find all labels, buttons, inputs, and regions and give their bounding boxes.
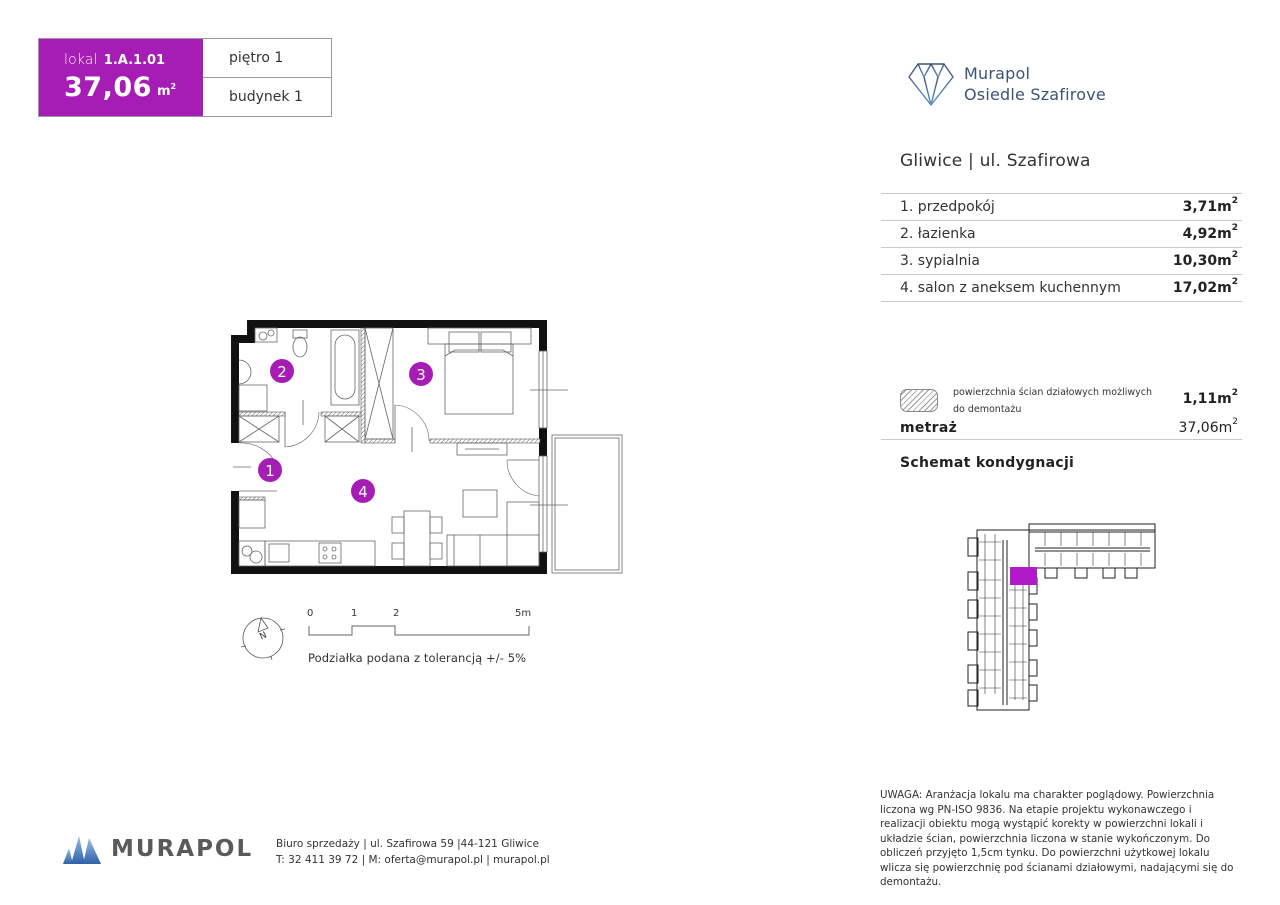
total-area: $37,06m^2$ [1178,416,1238,436]
unit-floor: piętro 1 [229,50,284,66]
floor-plan [225,315,635,585]
room-label: 4. salon z aneksem kuchennym [900,280,1121,296]
rooms-table [881,193,1242,302]
unit-building: budynek 1 [203,77,331,116]
unit-label: lokal [64,52,98,68]
total-area-row [881,416,1242,440]
total-label: metraż [900,419,958,436]
murapol-logo [63,834,253,864]
partition-description: powierzchnia ścian działowych możliwych do demontażu [953,387,1153,415]
svg-text:N: N [258,630,269,643]
brand-logo [906,60,1106,108]
unit-area-unit: $m^2$ [157,82,177,99]
unit-info-box [38,38,332,117]
partition-walls-row [881,380,1242,420]
scale-bar: 0 1 2 5m [305,608,535,638]
room-row [881,194,1242,221]
room-area: $4,92m^2$ [1182,223,1238,242]
room-row [881,275,1242,302]
room-marker-1: 1 [265,462,275,480]
compass-icon [238,610,288,660]
room-row [881,248,1242,275]
unit-area: 37,06 [64,72,152,103]
sales-office-phone-email: T: 32 411 39 72 | M: oferta@murapol.pl | murapol.pl [276,854,550,866]
scale-tolerance-note: Podziałka podana z tolerancją +/- 5% [308,651,527,665]
floor-schema-diagram [965,520,1165,715]
room-marker-3: 3 [416,366,426,384]
sales-office-address: Biuro sprzedaży | ul. Szafirowa 59 |44-121 Gliwice [276,838,539,850]
room-label: 1. przedpokój [900,199,995,215]
highlighted-unit [1010,567,1037,585]
partition-area: $1,11m^2$ [1182,388,1238,407]
room-area: $10,30m^2$ [1172,250,1238,269]
location-title: Gliwice | ul. Szafirowa [900,151,1091,171]
murapol-logo-icon [63,834,101,864]
room-marker-2: 2 [277,363,287,381]
room-label: 2. łazienka [900,226,976,242]
room-area: $17,02m^2$ [1172,277,1238,296]
disclaimer-note: UWAGA: Aranżacja lokalu ma charakter poglądowy. Powierzchnia liczona wg PN-ISO 9836. Na etapie projektu wykonawczego i realizacji obiektu mogą wystąpić korekty w powierzchni lokali i układzie ścian, powierzchnia liczona w stanie wykończonym. Do obliczeń przyjęto 1,5cm tynku. Do powierzchni użytkowej lokalu wlicza się powierzchnię pod ścianami działowymi, nadającymi się do demontażu. [880,789,1234,888]
room-area: $3,71m^2$ [1182,196,1238,215]
brand-project: Osiedle Szafirove [964,85,1106,104]
sales-office-contact [276,836,550,868]
room-marker-4: 4 [358,483,368,501]
room-label: 3. sypialnia [900,253,980,269]
unit-code: 1.A.1.01 [103,53,166,68]
murapol-logo-text: MURAPOL [111,836,254,862]
brand-name: Murapol [964,64,1031,83]
diamond-icon [906,60,956,108]
room-row [881,221,1242,248]
floor-schema-title: Schemat kondygnacji [900,455,1075,471]
hatch-pattern-icon [900,389,938,412]
unit-summary [39,39,203,116]
